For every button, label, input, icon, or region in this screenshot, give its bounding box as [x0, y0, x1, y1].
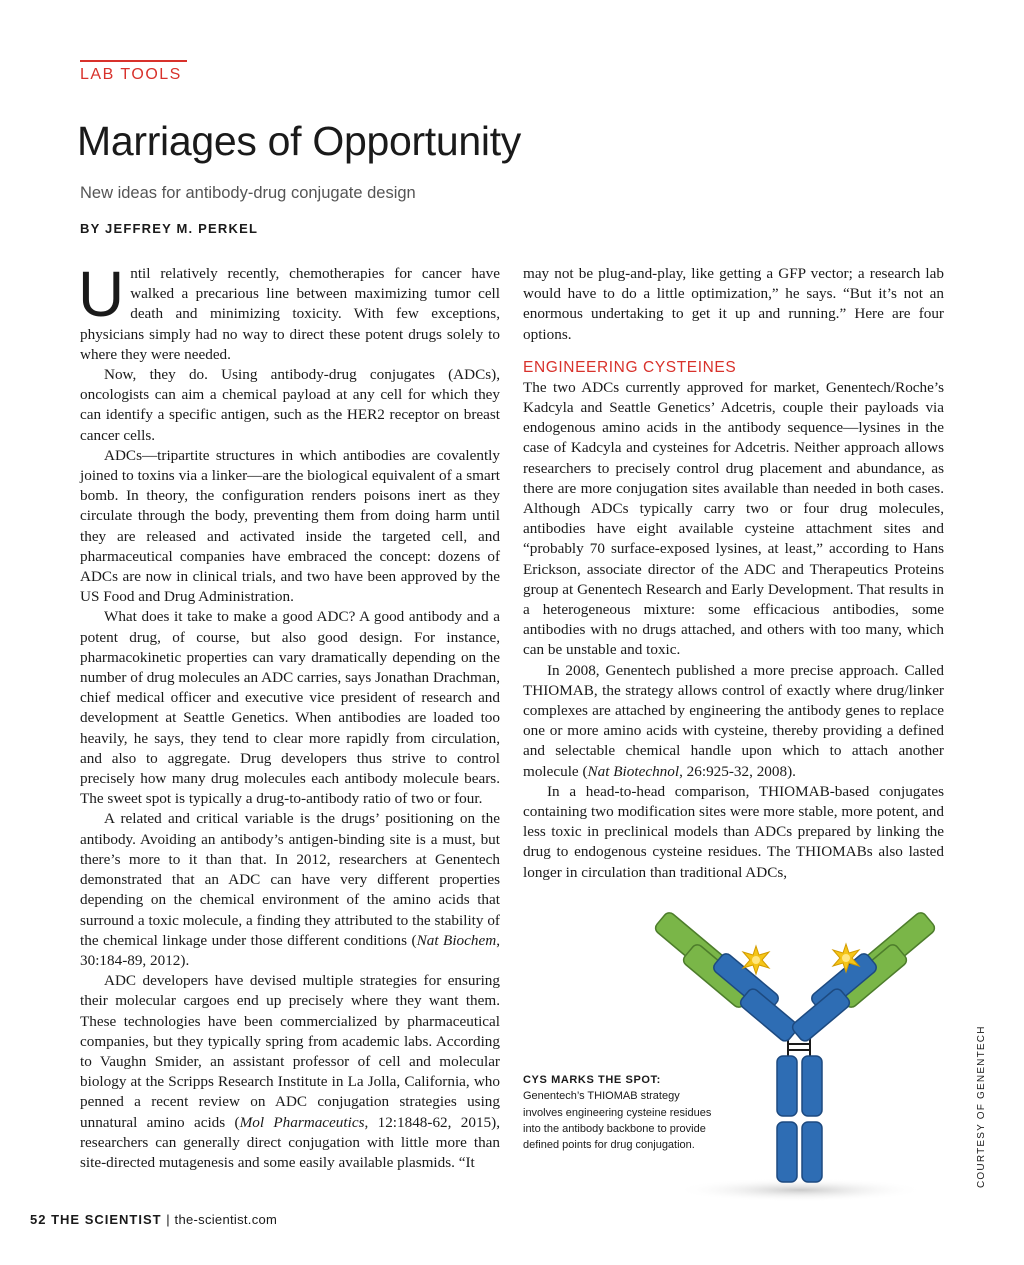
figure-caption — [523, 1072, 713, 1153]
paragraph: In a head-to-head comparison, THIOMAB-based conjugates containing two modification sites were more stable, more potent, and less toxic in preclinical models than ADCs prepared by linking the drug to endogenous cysteine residues. The THIOMABs also lasted longer in circulation than traditional ADCs, — [523, 782, 944, 881]
antibody-illustration — [640, 912, 950, 1212]
light-chain-left — [653, 912, 755, 1010]
paragraph: The two ADCs currently approved for market, Genentech/Roche’s Kadcyla and Seattle Genetics’ Adcetris, couple their payloads via endogenous amino acids in the antibody sequence—lysines in the case of Kadcyla and cysteines for Adcetris. Neither approach allows researchers to precisely control drug placement and abundance, as there are more conjugation sites available than needed in both cases. Although ADCs typically carry two or four drug molecules, antibodies have eight available cysteine attachment sites and “probably 70 surface-exposed lysines, at least,” according to Hans Erickson, associate director of the ADC and Therapeutics Proteins group at Genentech Research and Early Development. That results in a heterogeneous mixture: some efficacious antibodies, some antibodies with no drugs attached, and others with too many, which can be unstable and toxic. — [523, 378, 944, 659]
paragraph: may not be plug-and-play, like getting a GFP vector; a research lab would have to do a little optimization,” he says. “But it’s not an enormous undertaking to get it up and running.” Here are four options. — [523, 265, 944, 343]
magazine-name: THE SCIENTIST — [51, 1212, 162, 1227]
section-label: LAB TOOLS — [80, 66, 182, 83]
column-left — [78, 258, 500, 1173]
citation: Mol Pharmaceutics — [239, 1113, 365, 1131]
photo-credit: COURTESY OF GENENTECH — [976, 1025, 987, 1188]
caption-text: Genentech’s THIOMAB strategy involves engineering cysteine residues into the antibody backbone to provide defined points for drug conjugation. — [523, 1090, 712, 1152]
paragraph: ADCs—tripartite structures in which antibodies are covalently joined to toxins via a linker—are the biological equivalent of a smart bomb. In theory, the configuration renders poisons inert as they circulate through the body, preventing them from doing harm until they are released and activated inside the targeted cell, and pharmaceutical companies have embraced the concept: dozens of ADCs are now in clinical trials, and two have been approved by the US Food and Drug Administration. — [80, 446, 500, 606]
caption-title: CYS MARKS THE SPOT: — [523, 1074, 661, 1086]
drop-cap: U — [78, 258, 125, 330]
paragraph: Now, they do. Using antibody-drug conjugates (ADCs), oncologists can aim a chemical payload at any cell for which they can identify a specific antigen, such as the HER2 receptor on breast cancer cells. — [80, 366, 500, 444]
citation: Nat Biochem — [416, 931, 497, 949]
ground-shadow — [675, 1178, 925, 1202]
section-rule — [80, 60, 187, 62]
paragraph: A related and critical variable is the drugs’ positioning on the antibody. Avoiding an antibody’s antigen-binding site is a must, but there’s more to it than that. In 2012, researchers at Genentech demonstrated that an ADC can have very different properties depending on the chemical environment of the amino acids that surround a toxic molecule, a finding they attributed to the stability of the chemical linkage under those different conditions (Nat Biochem, 30:184-89, 2012). — [80, 810, 500, 969]
page-number: 52 — [30, 1212, 47, 1227]
paragraph: In 2008, Genentech published a more precise approach. Called THIOMAB, the strategy allows control of exactly where drug/linker complexes are attached by engineering the antibody genes to replace one or more amino acids with cysteine, thereby providing a defined and selectable chemical handle upon which to attach another molecule (Nat Biotechnol, 26:925-32, 2008). — [523, 661, 944, 780]
site-link[interactable]: the-scientist.com — [174, 1212, 278, 1227]
article-title: Marriages of Opportunity — [77, 118, 522, 164]
heavy-chain-stem — [777, 1056, 822, 1182]
section-heading: ENGINEERING CYSTEINES — [523, 358, 737, 376]
citation: Nat Biotechnol — [587, 762, 680, 780]
article-subtitle: New ideas for antibody-drug conjugate design — [80, 184, 416, 202]
paragraph: ADC developers have devised multiple strategies for ensuring their molecular cargoes end up precisely where they want them. These technologies have been commercialized by pharmaceutical companies, but they typically spring from academic labs. According to Vaughn Smider, an assistant professor of cell and molecular biology at the Scripps Research Institute in La Jolla, California, who penned a recent review on ADC conjugation strategies using unnatural amino acids (Mol Pharmaceutics, 12:1848-62, 2015), researchers can generally direct conjugation with little more than site-directed mutagenesis and some easily available plasmids. “It — [80, 972, 500, 1171]
page-footer — [30, 1212, 277, 1227]
footer-separator: | — [166, 1212, 170, 1227]
paragraph: Until relatively recently, chemotherapies for cancer have walked a precarious line between maximizing tumor cell death and minimizing toxicity. With few exceptions, physicians simply had no way to direct these potent drugs solely to where they were needed. — [78, 258, 500, 363]
paragraph: What does it take to make a good ADC? A good antibody and a potent drug, of course, but also good design. For instance, pharmacokinetic properties can vary dramatically depending on the number of drug molecules an ADC carries, says Jonathan Drachman, chief medical officer and executive vice president of research and development at Seattle Genetics. When antibodies are loaded too heavily, he says, they tend to clear more rapidly from circulation, and also to aggregate. Drug developers thus strive to control precisely how many drug molecules each antibody molecule bears. The sweet spot is typically a drug-to-antibody ratio of two or four. — [80, 608, 500, 808]
column-right — [523, 264, 944, 883]
byline: BY JEFFREY M. PERKEL — [80, 221, 259, 236]
